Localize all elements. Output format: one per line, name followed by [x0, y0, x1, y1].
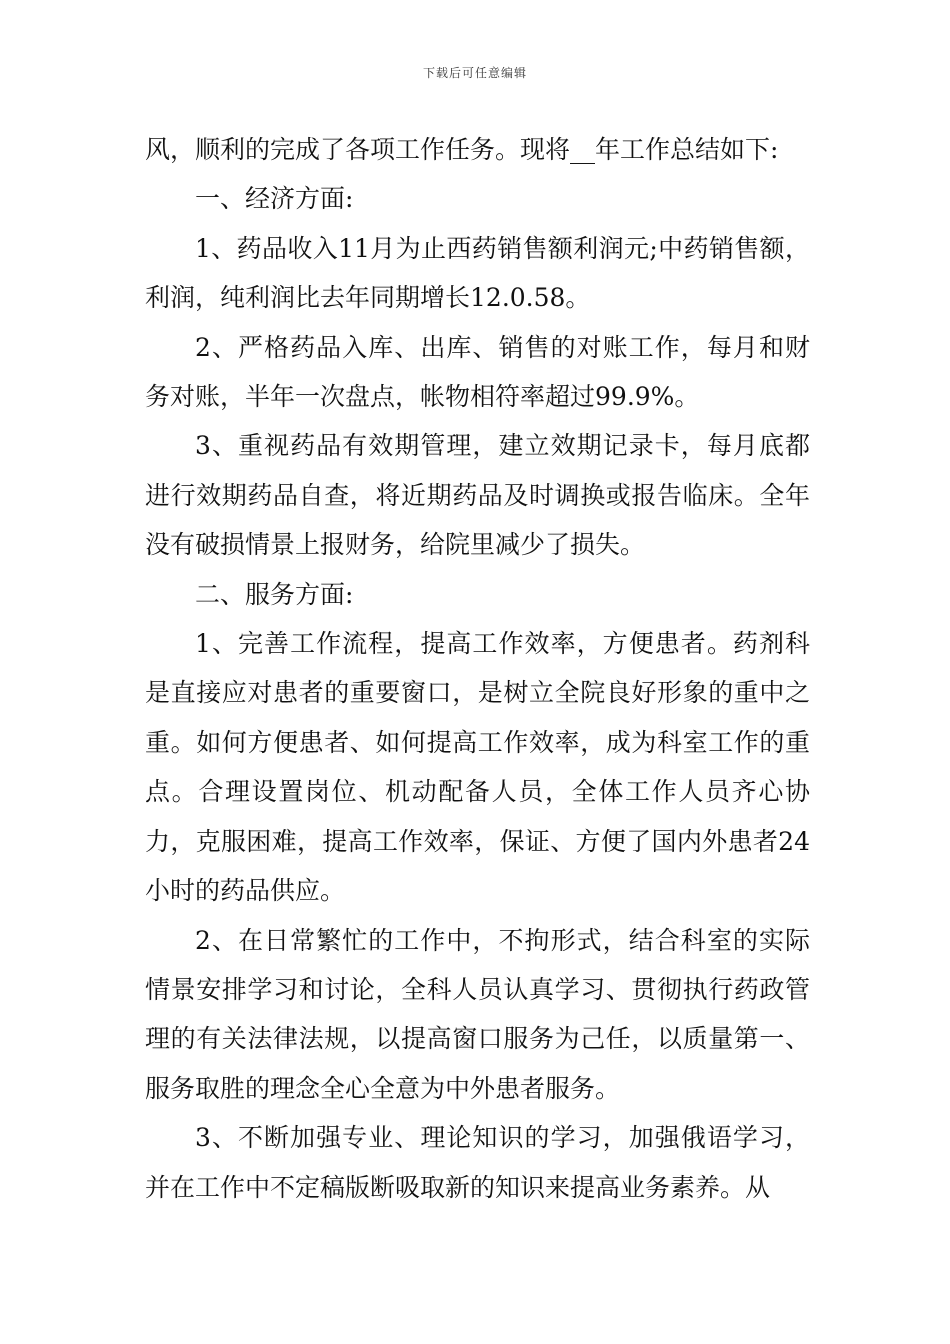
paragraph-economy-1: 1、药品收入11月为止西药销售额利润元;中药销售额，利润，纯利润比去年同期增长12.0.58。: [145, 233, 810, 313]
paragraph-economy-3: 3、重视药品有效期管理，建立效期记录卡，每月底都进行效期药品自查，将近期药品及时调换或报告临床。全年没有破损情景上报财务，给院里减少了损失。: [145, 431, 810, 560]
document-body: [145, 125, 810, 1212]
page-header: 下载后可任意编辑: [422, 66, 527, 80]
paragraph-service-2: 2、在日常繁忙的工作中，不拘形式，结合科室的实际情景安排学习和讨论，全科人员认真学习、贯彻执行药政管理的有关法律法规，以提高窗口服务为己任，以质量第一、服务取胜的理念全心全意为中外患者服务。: [145, 925, 810, 1103]
paragraph-intro: 风，顺利的完成了各项工作任务。现将__年工作总结如下:: [145, 135, 779, 164]
paragraph-service-1: 1、完善工作流程，提高工作效率，方便患者。药剂科是直接应对患者的重要窗口，是树立全院良好形象的重中之重。如何方便患者、如何提高工作效率，成为科室工作的重点。合理设置岗位、机动配备人员，全体工作人员齐心协力，克服困难，提高工作效率，保证、方便了国内外患者24小时的药品供应。: [145, 629, 810, 906]
paragraph-service-3: 3、不断加强专业、理论知识的学习，加强俄语学习，并在工作中不定稿版断吸取新的知识来提高业务素养。从: [145, 1123, 810, 1202]
paragraph-economy-2: 2、严格药品入库、出库、销售的对账工作，每月和财务对账，半年一次盘点，帐物相符率超过99.9%。: [145, 332, 810, 412]
section-heading-service: 二、服务方面:: [195, 579, 354, 609]
section-heading-economy: 一、经济方面:: [195, 184, 354, 214]
